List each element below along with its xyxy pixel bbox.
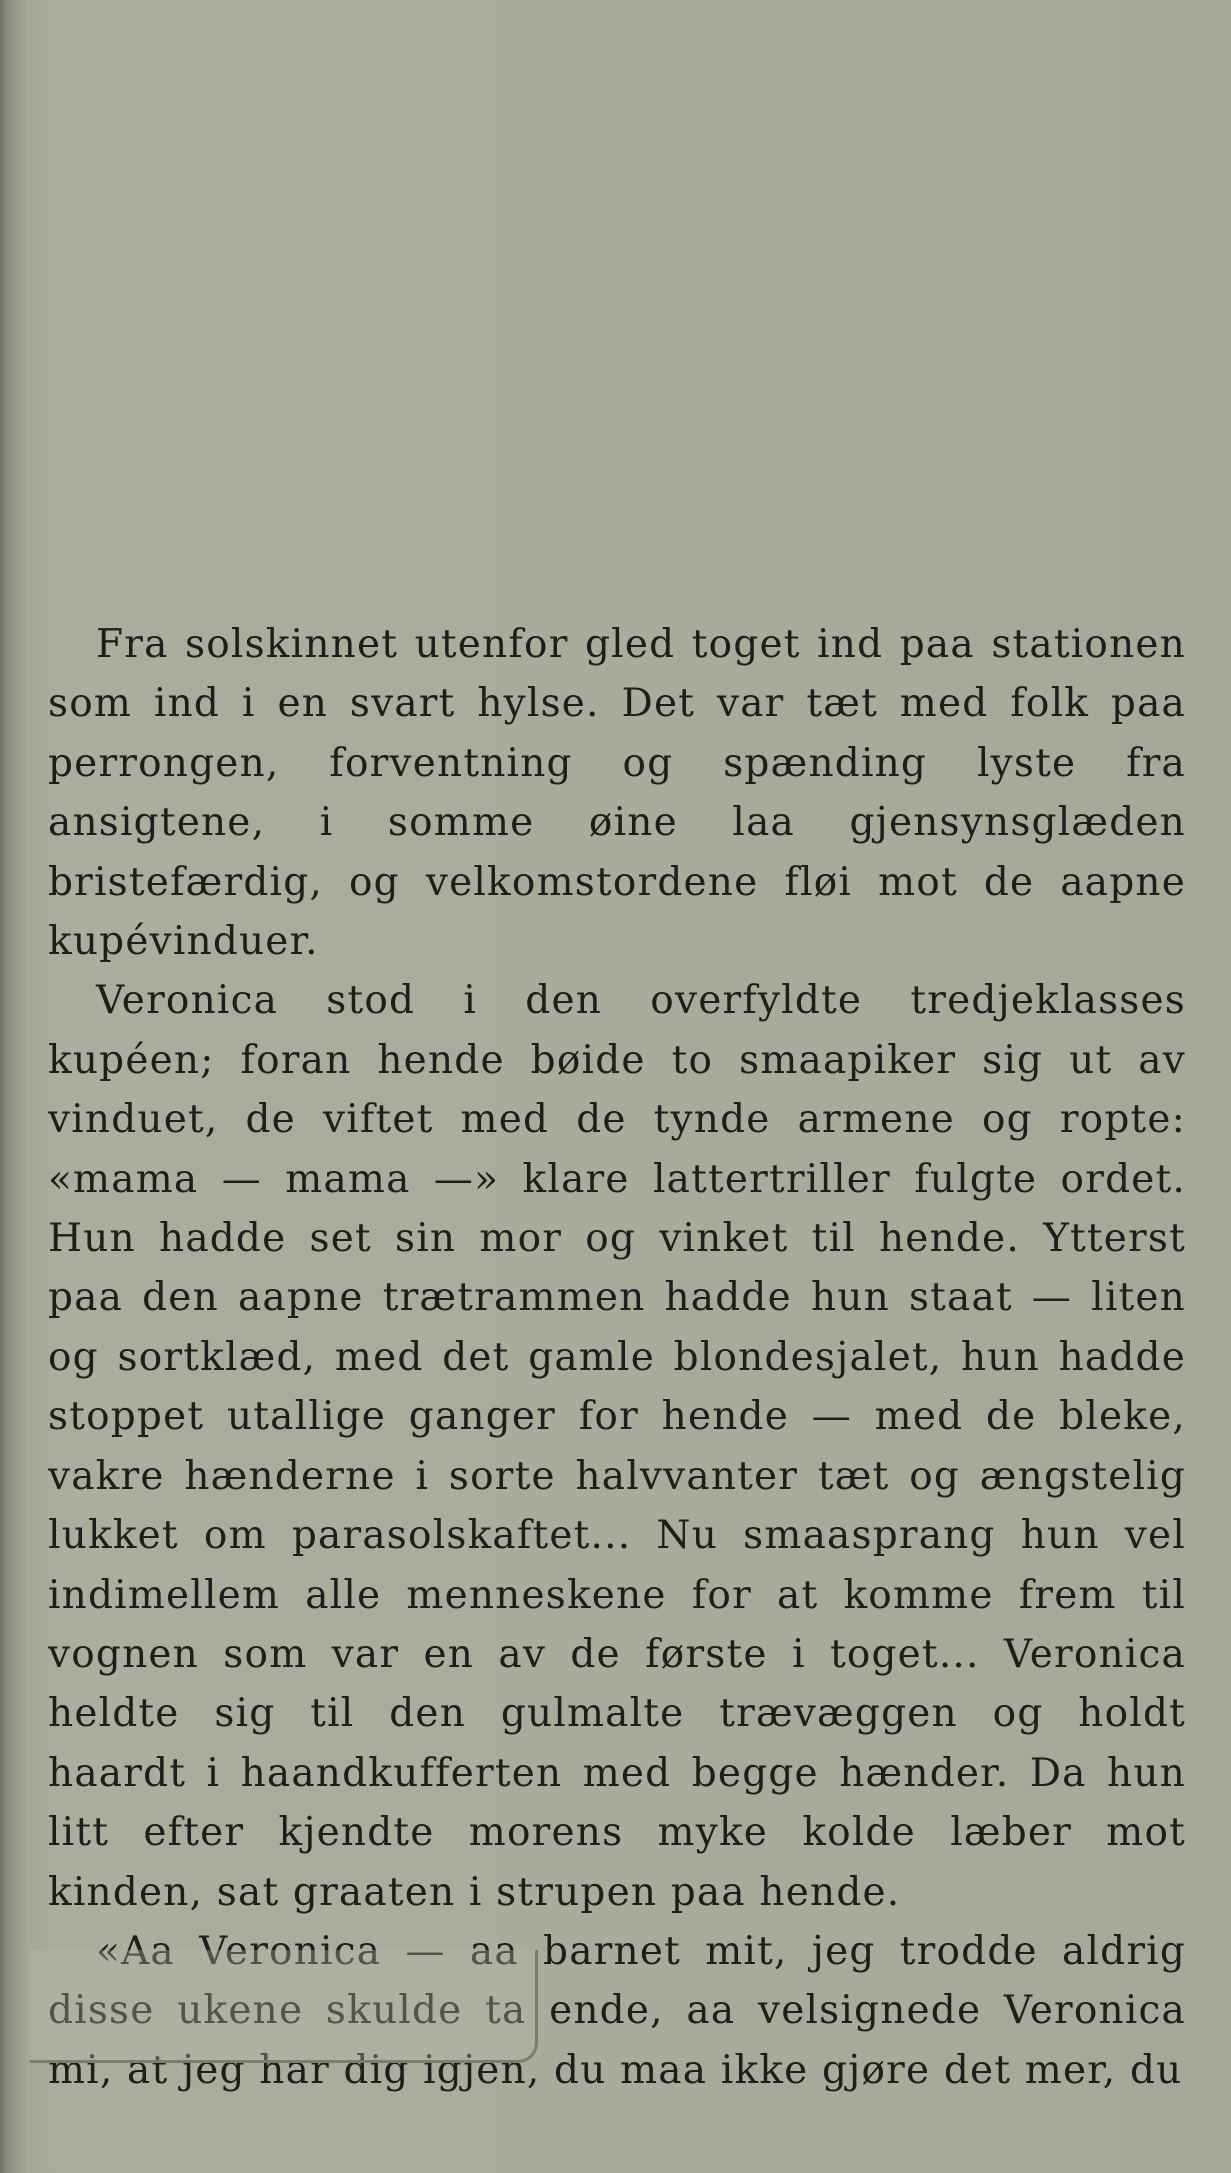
paper-clip-mark xyxy=(30,1950,538,2063)
page-binding-edge xyxy=(0,0,26,2173)
page-body-text xyxy=(48,615,1186,2100)
paragraph-1: Fra solskinnet utenfor gled toget ind paa stationen som ind i en svart hylse. Det var tæt med folk paa perrongen, forventning og spænding lyste fra ansigtene, i somme øine laa gjensynsglæden bristefærdig, og velkomstordene fløi mot de aapne kupévinduer. xyxy=(48,622,1186,965)
paragraph-2: Veronica stod i den overfyldte tredjeklasses kupéen; foran hende bøide to smaapiker sig ut av vinduet, de viftet med de tynde armene og ropte: «mama — mama —» klare lattertriller fulgte ordet. Hun hadde set sin mor og vinket til hende. Ytterst paa den aapne trætrammen hadde hun staat — liten og sortklæd, med det gamle blondesjalet, hun hadde stoppet utallige ganger for hende — med de bleke, vakre hænderne i sorte halvvanter tæt og ængstelig lukket om parasolskaftet... Nu smaasprang hun vel indimellem alle menneskene for at komme frem til vognen som var en av de første i toget... Veronica heldte sig til den gulmalte trævæggen og holdt haardt i haandkufferten med begge hænder. Da hun litt efter kjendte morens myke kolde læber mot kinden, sat graaten i strupen paa hende. xyxy=(48,978,1186,1915)
paragraph-3: «Aa Veronica — aa barnet mit, jeg trodde aldrig disse ukene skulde ta ende, aa velsignede Veronica mi, at jeg har dig igjen, du maa ikke gjøre det mer, du xyxy=(48,1928,1186,2093)
